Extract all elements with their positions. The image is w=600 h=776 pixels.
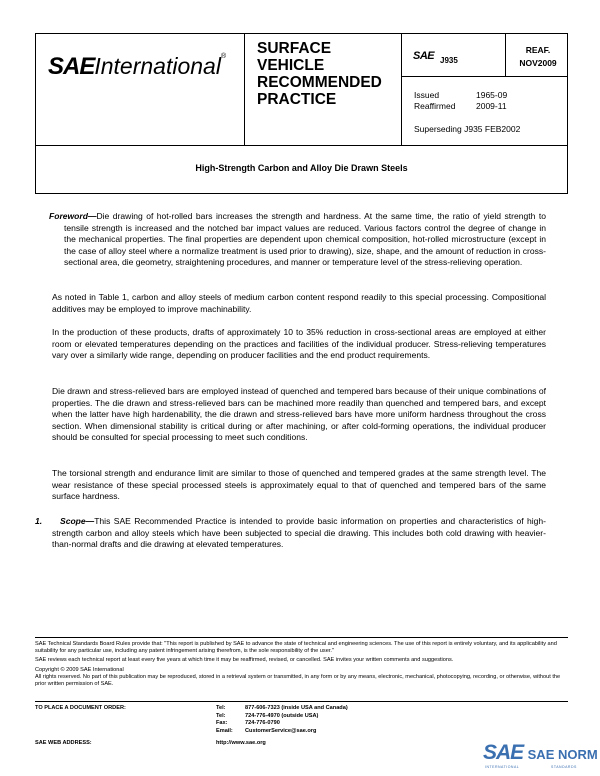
logo-trademark: ® <box>220 53 227 60</box>
footer-rights: All rights reserved. No part of this publication may be reproduced, stored in a retrieval system or transmitted, in any form or by any means, electronic, mechanical, photocopying, recording, or otherwise, without the prior written permission of SAE. <box>35 674 561 687</box>
phone-outside-usa[interactable]: 724-776-4970 (outside USA) <box>245 712 319 719</box>
foreword-section <box>49 211 546 269</box>
logo-sae: SAE <box>48 53 95 80</box>
scope-paragraph <box>35 516 546 551</box>
phone-inside-usa[interactable]: 877-606-7323 (inside USA and Canada) <box>245 705 348 711</box>
paragraph-3 <box>52 327 546 362</box>
paragraph-text: In the production of these products, drafts of approximately 10 to 35% reduction in cross-sectional areas are employed at either room or elevated temperatures depending on the practices and facilities of the individual producer. Stress-relieving temperatures vary over a similarly wide range, depending on producer facilities and the end product requirements. <box>52 327 546 361</box>
paragraph-2 <box>52 292 546 315</box>
order-label: TO PLACE A DOCUMENT ORDER: <box>35 705 126 711</box>
email-link[interactable]: CustomerService@sae.org <box>245 727 317 734</box>
reaffirmed-value: 2009-11 <box>476 101 507 111</box>
badge-norm: SAE NORM <box>527 747 598 762</box>
small-sae-logo: SAE <box>413 50 435 62</box>
footer-rule <box>35 637 568 638</box>
document-title: High-Strength Carbon and Alloy Die Drawn Steels <box>195 163 408 173</box>
doc-type-line: VEHICLE <box>257 57 325 74</box>
doc-type-line: SURFACE <box>257 40 332 57</box>
contact-label: Email: <box>216 727 233 734</box>
reaffirmation-block <box>506 44 570 70</box>
scope-label: Scope <box>60 516 86 526</box>
document-type <box>257 40 382 108</box>
footer-review-text: SAE reviews each technical report at least every five years at which time it may be reaffirmed, revised, or cancelled. SAE invites your written comments and suggestions. <box>35 657 454 663</box>
doc-type-line: RECOMMENDED <box>257 74 382 91</box>
paragraph-text: The torsional strength and endurance limit are similar to those of quenched and tempered grades at the same strength level. The wear resistance of these special processed steels is approximately equal to that of quenched and tempered bars of the same surface hardness. <box>52 468 546 502</box>
footer-rules-text: SAE Technical Standards Board Rules provide that: "This report is published by SAE to advance the state of technical and engineering sciences. The use of this report is entirely voluntary, and its applicability and suitability for any particular use, including any patent infringement arising therefrom, is the sole responsibility of the user." <box>35 641 557 654</box>
fax-number: 724-776-0790 <box>245 720 280 727</box>
issued-label: Issued <box>414 90 440 100</box>
paragraph-text: As noted in Table 1, carbon and alloy steels of medium carbon content respond readily to this special processing. Compositional additives may be employed to improve machinability. <box>52 292 546 314</box>
title-box <box>35 145 568 194</box>
sae-norm-badge <box>483 741 598 769</box>
scope-number: 1. <box>35 516 43 526</box>
badge-sub-right: STANDARDS <box>551 765 577 769</box>
sae-international-logo <box>48 53 226 81</box>
doc-type-line: PRACTICE <box>257 91 337 108</box>
contact-label: Tel: <box>216 705 226 711</box>
superseding-note: Superseding J935 FEB2002 <box>414 124 521 134</box>
foreword-dash: — <box>87 211 97 221</box>
web-address-link[interactable]: http://www.sae.org <box>216 740 266 746</box>
foreword-paragraph <box>49 211 546 269</box>
contact-labels <box>216 705 233 735</box>
paragraph-4 <box>52 386 546 444</box>
reaf-label: REAF. <box>525 45 551 55</box>
web-label: SAE WEB ADDRESS: <box>35 740 92 746</box>
scope-dash: — <box>85 516 95 526</box>
issued-value: 1965-09 <box>476 90 508 100</box>
contact-label: Fax: <box>216 720 228 727</box>
badge-sub-left: INTERNATIONAL <box>485 765 520 769</box>
footer-copyright: Copyright © 2009 SAE International <box>35 667 124 673</box>
header-box <box>35 33 568 146</box>
header-divider <box>401 76 568 77</box>
badge-sae: SAE <box>483 741 524 764</box>
issue-dates <box>414 90 507 112</box>
paragraph-5 <box>52 468 546 503</box>
document-number: J935 <box>440 56 458 65</box>
header-divider <box>401 34 402 146</box>
foreword-text: Die drawing of hot-rolled bars increases the strength and hardness. At the same time, the ratio of yield strength to tensile strength is increased and the notched bar impact values are reduced. Various factors control the degree of change in the mechanical properties. The final properties are dependent upon chemical composition, hot-rolled microstructure (except in the case of alloy steel where a normalize treatment is used prior to drawing), size, shape, and the amount of reduction in cross-sectional area, die geometry, straightening procedures, and manner or temperature level of the stress-relieving operation. <box>64 211 546 268</box>
reaf-date: NOV2009 <box>519 58 557 68</box>
paragraph-text: Die drawn and stress-relieved bars are employed instead of quenched and tempered bars because of their unique combinations of properties. The die drawn and stress-relieved bars can be machined more readily than quenched and tempered bars, and except when the latter have high hardenability, the die drawn and stress-relieved bars have more uniform hardness throughout the cross section. When dimensional stability is critical during or after machining, or after cold-forming operations, the individual producer should be consulted for special processing to meet such conditions. <box>52 386 546 443</box>
footer-rule <box>35 701 568 702</box>
reaffirmed-label: Reaffirmed <box>414 101 456 111</box>
header-divider <box>244 34 245 146</box>
foreword-label: Foreword <box>49 211 88 221</box>
logo-international: International <box>94 53 221 79</box>
scope-section <box>35 516 546 551</box>
scope-text: This SAE Recommended Practice is intended to provide basic information on properties and characteristics of high-strength carbon and alloy steels which have been subjected to special die drawing. This includes both cold drawing with heavier-than-normal drafts and die drawing at elevated temperatures. <box>52 516 546 550</box>
contact-values <box>245 705 348 735</box>
contact-label: Tel: <box>216 712 226 719</box>
